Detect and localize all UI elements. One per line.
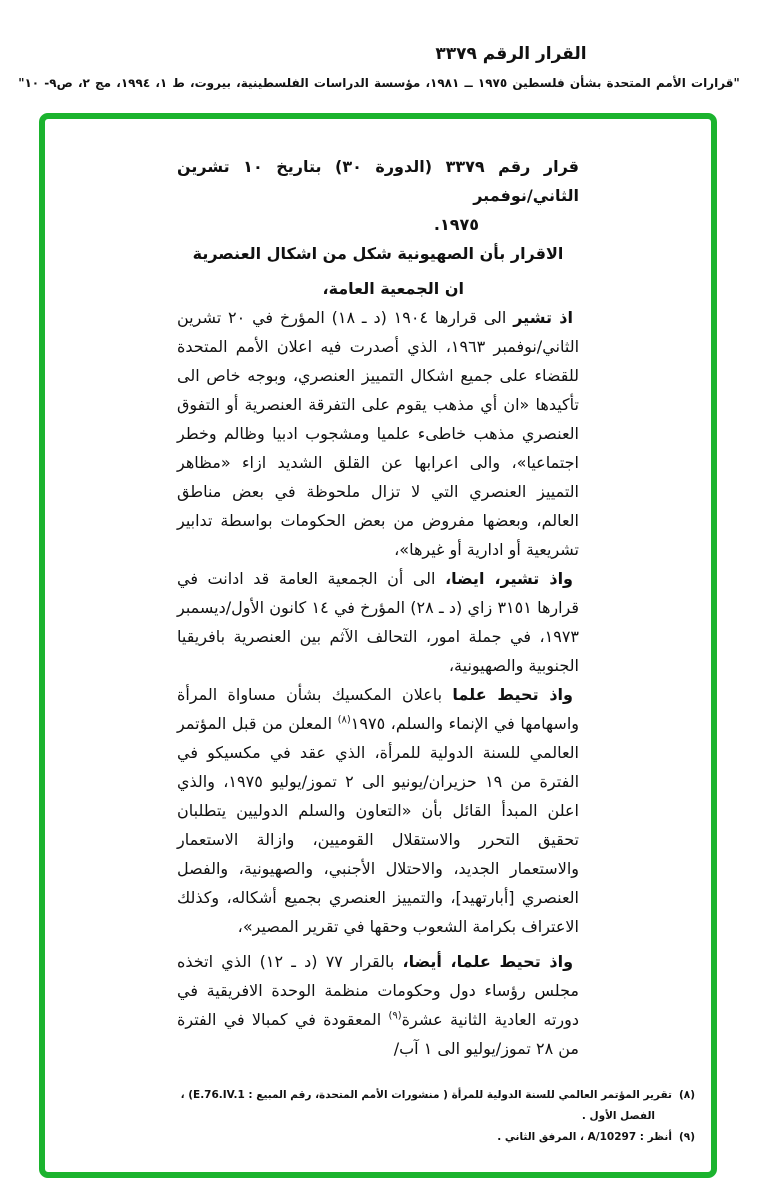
paragraph-text: بالقرار ٧٧ (د ـ ١٢) الذي اتخذه مجلس رؤساء دول وحكومات منظمة الوحدة الافريقية في دورته العادية الثانية عشرة bbox=[177, 952, 579, 1029]
resolution-heading-line1: قرار رقم ٣٣٧٩ (الدورة ٣٠) بتاريخ ١٠ تشرين الثاني/نوفمبر bbox=[177, 157, 580, 205]
paragraph-text: الى قرارها ١٩٠٤ (د ـ ١٨) المؤرخ في ٢٠ تشرين الثاني/نوفمبر ١٩٦٣، الذي أصدرت فيه اعلان الأمم المتحدة للقضاء على جميع اشكال التمييز العنصري، وبوجه خاص الى تأكيدها «ان أي مذهب يقوم على التفرقة العنصرية أو التفوق العنصري مذهب خاطىء علميا ومشجوب ادبيا وظالم وخطر اجتماعيا»، والى اعرابها عن القلق الشديد ازاء «مظاهر التمييز العنصري التي لا تزال ملحوظة في بعض مناطق العالم، وبعضها مفروض من بعض الحكومات بواسطة تدابير تشريعية أو ادارية أو غيرها»، bbox=[177, 308, 580, 559]
resolution-heading-line2: ١٩٧٥. bbox=[433, 215, 479, 234]
paragraph-mexico-declaration bbox=[177, 680, 579, 941]
footnote-8-text: تقرير المؤتمر العالمي للسنة الدولية للمرأة ( منشورات الأمم المتحدة، رقم المبيع : E.76.IV.1) ، bbox=[180, 1089, 672, 1101]
subject-title: الاقرار بأن الصهيونية شكل من اشكال العنصرية bbox=[192, 244, 564, 263]
footnote-8-marker: (٨) bbox=[678, 1089, 695, 1101]
resolution-heading bbox=[177, 152, 579, 239]
paragraph-recalling-3151 bbox=[177, 564, 579, 680]
source-citation: "قرارات الأمم المتحدة بشأن فلسطين ١٩٧٥ ــ ١٩٨١، مؤسسة الدراسات الفلسطينية، بيروت، ط ١، ١٩٩٤، مج ٢، ص٩- ١٠" bbox=[18, 76, 740, 90]
footnotes-block bbox=[180, 1085, 695, 1148]
paragraph-text: المعلن من قبل المؤتمر العالمي للسنة الدولية للمرأة، الذي عقد في مكسيكو في الفترة من ١٩ حزيران/يونيو الى ٢ تموز/يوليو ١٩٧٥، والذي اعلن المبدأ القائل بأن «التعاون والسلم الدوليين يتطلبان تحقيق التحرر والاستقلال القوميين، وازالة الاستعمار والاستعمار الجديد، والاحتلال الأجنبي، والصهيونية، والفصل العنصري [أبارتهيد]، والتمييز العنصري بجميع أشكاله، وكذلك الاعتراف بكرامة الشعوب وحقها في تقرير المصير»، bbox=[177, 714, 580, 936]
document-border-frame bbox=[39, 113, 717, 1178]
paragraph-recalling-1904 bbox=[177, 303, 579, 564]
paragraph-text: الى أن الجمعية العامة قد ادانت في قرارها ٣١٥١ زاي (د ـ ٢٨) المؤرخ في ١٤ كانون الأول/ديسمبر ١٩٧٣، في جملة امور، التحالف الآثم بين العنصرية بافريقيا الجنوبية والصهيونية، bbox=[177, 569, 580, 675]
paragraph-oau-resolution bbox=[177, 947, 579, 1063]
footnote-8-continuation: الفصل الأول . bbox=[581, 1110, 655, 1122]
opening-line: ان الجمعية العامة، bbox=[322, 279, 464, 298]
page-header bbox=[0, 0, 758, 90]
footnote-reference-8: (٨) bbox=[337, 714, 351, 726]
paragraph-lead: واذ تحيط علما bbox=[452, 685, 573, 704]
paragraph-text: المعقودة في كمبالا في الفترة من ٢٨ تموز/يوليو الى ١ آب/ bbox=[177, 1010, 579, 1058]
footnote-reference-9: (٩) bbox=[388, 1010, 402, 1022]
paragraph-text: باعلان المكسيك بشأن مساواة المرأة واسهامها في الإنماء والسلم، ١٩٧٥ bbox=[177, 685, 579, 733]
footnote-9-text: أنظر : A/10297 ، المرفق الثاني . bbox=[497, 1131, 672, 1143]
paragraph-lead: واذ تشير، ايضا، bbox=[445, 569, 574, 588]
footnote-9-marker: (٩) bbox=[678, 1131, 695, 1143]
paragraph-lead: واذ تحيط علما، أيضا، bbox=[402, 952, 574, 971]
paragraph-lead: اذ تشير bbox=[513, 308, 574, 327]
page-title: القرار الرقم ٣٣٧٩ bbox=[435, 44, 587, 64]
footnote-9 bbox=[291, 1127, 695, 1148]
footnote-8 bbox=[180, 1085, 695, 1106]
